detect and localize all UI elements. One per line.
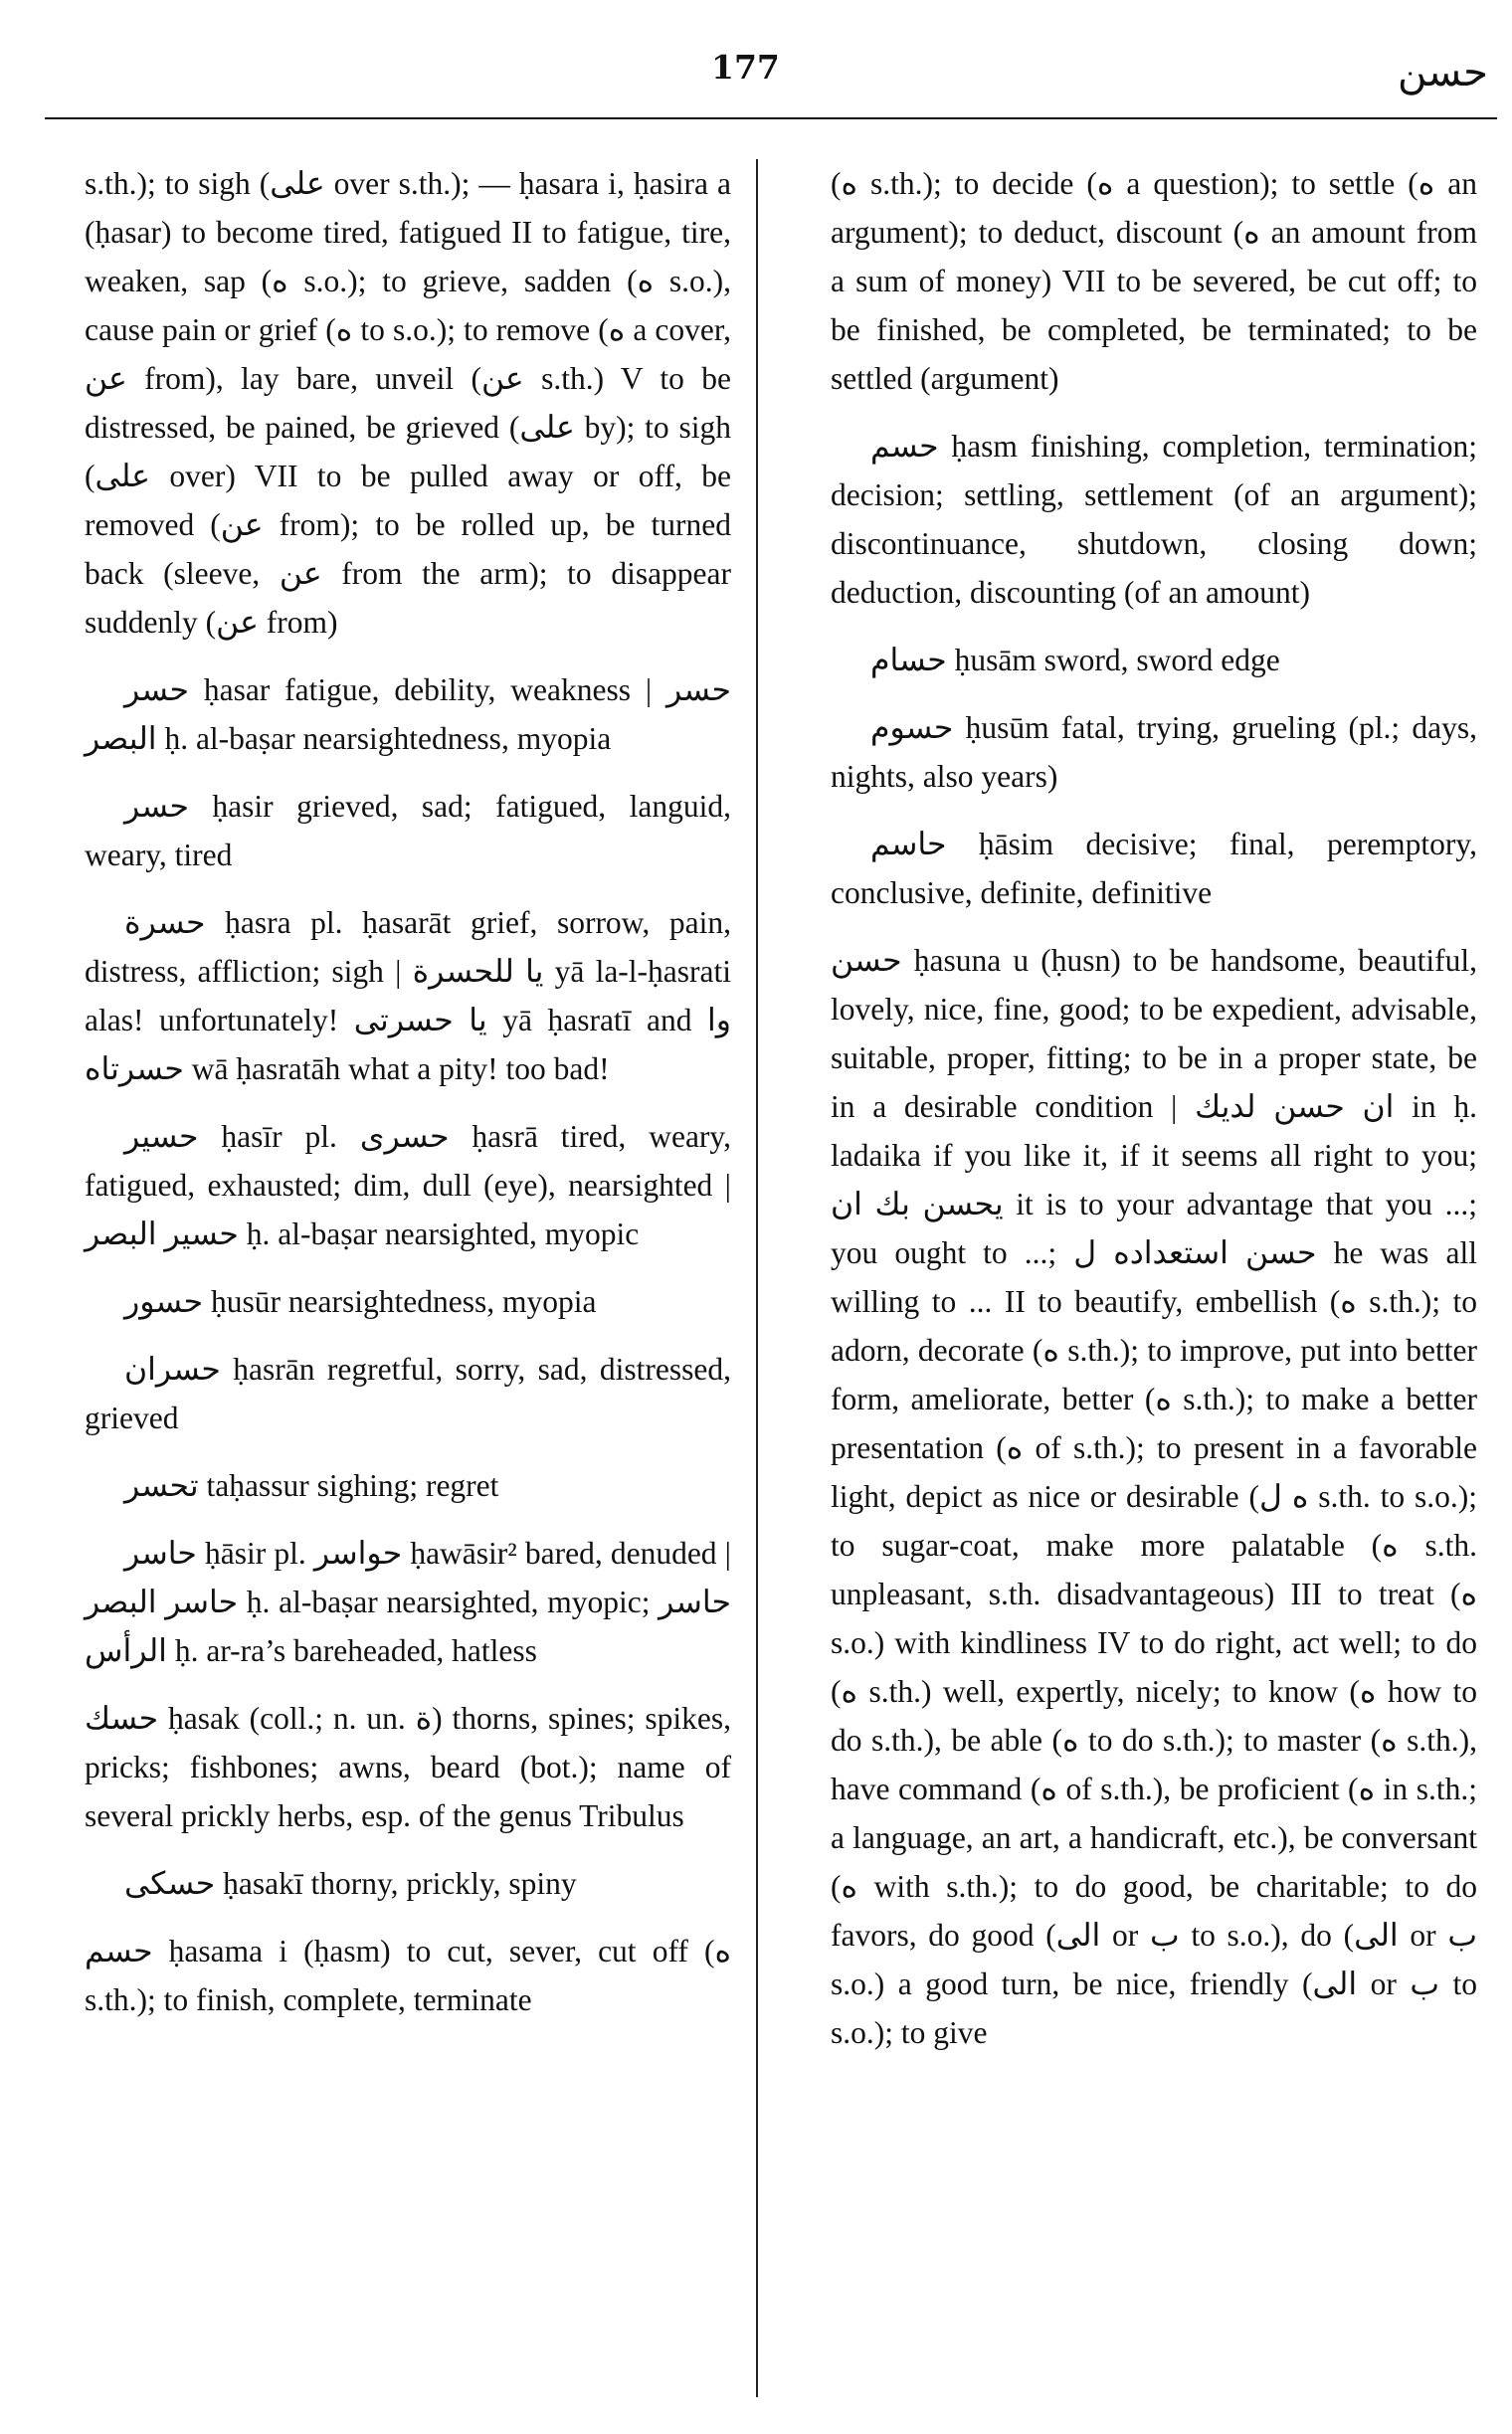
dictionary-entry: حسام ḥusām sword, sword edge bbox=[870, 643, 1280, 677]
dictionary-entry: حسران ḥasrān regretful, sorry, sad, distressed, grieved bbox=[85, 1352, 731, 1435]
dictionary-entry: حسر ḥasar fatigue, debility, weakness | حسر البصر ḥ. al-baṣar nearsightedness, myopia bbox=[85, 672, 731, 756]
page-number: 177 bbox=[711, 48, 780, 87]
column-divider bbox=[756, 159, 758, 2397]
dictionary-entry: حسن ḥasuna u (ḥusn) to be handsome, beautiful, lovely, nice, fine, good; to be expedient, advisable, suitable, proper, fitting; to be in a proper state, be in a desirable condition | ان حسن لديك in ḥ. ladaika if you like it, if it seems all right to you; يحسن بك ان it is to your advantage that you ...; you ought to ...; حسن استعداده ل he was all willing to ... II to beautify, embellish (ه s.th.); to adorn, decorate (ه s.th.); to improve, put into better form, ameliorate, better (ه s.th.); to make a better presentation (ه of s.th.); to present in a favorable light, depict as nice or desirable (ه ل s.th. to s.o.); to sugar-coat, make more palatable (ه s.th. unpleasant, s.th. disadvantageous) III to treat (ه s.o.) with kindliness IV to do right, act well; to do (ه s.th.) well, expertly, nicely; to know (ه how to do s.th.), be able (ه to do s.th.); to master (ه s.th.), have command (ه of s.th.), be proficient (ه in s.th.; a language, an art, a handicraft, etc.), be conversant (ه with s.th.); to do good, be charitable; to do favors, do good (الى or ب to s.o.), do (الى or ب s.o.) a good turn, be nice, friendly (الى or ب to s.o.); to give bbox=[831, 943, 1478, 2050]
dictionary-entry: حسرة ḥasra pl. ḥasarāt grief, sorrow, pain, distress, affliction; sigh | يا للحسرة yā la-l-ḥasrati alas! unfortunately! يا حسرتى yā ḥasratī and وا حسرتاه wā ḥasratāh what a pity! too bad! bbox=[85, 905, 731, 1086]
header-rule bbox=[45, 117, 1497, 119]
dictionary-entry: حاسم ḥāsim decisive; final, peremptory, conclusive, definite, definitive bbox=[831, 827, 1477, 910]
page-header bbox=[0, 0, 1512, 124]
dictionary-entry: حسك ḥasak (coll.; n. un. ة) thorns, spines; spikes, pricks; fishbones; awns, beard (bot.); name of several prickly herbs, esp. of the genus Tribulus bbox=[85, 1701, 731, 1833]
dictionary-entry: حسير ḥasīr pl. حسرى ḥasrā tired, weary, fatigued, exhausted; dim, dull (eye), nearsighted | حسير البصر ḥ. al-baṣar nearsighted, myopic bbox=[85, 1119, 731, 1251]
dictionary-entry: حسر ḥasir grieved, sad; fatigued, languid, weary, tired bbox=[85, 789, 731, 872]
dictionary-entry: حسم ḥasama i (ḥasm) to cut, sever, cut off (ه s.th.); to finish, complete, terminate bbox=[85, 1934, 731, 2017]
dictionary-entry: حسم ḥasm finishing, completion, termination; decision; settling, settlement (of an argument); discontinuance, shutdown, closing down; deduction, discounting (of an amount) bbox=[831, 429, 1477, 610]
running-head-arabic: حسن bbox=[1398, 50, 1488, 95]
dictionary-entry: s.th.); to sigh (على over s.th.); — ḥasara i, ḥasira a (ḥasar) to become tired, fatigued II to fatigue, tire, weaken, sap (ه s.o.); to grieve, sadden (ه s.o.), cause pain or grief (ه to s.o.); to remove (ه a cover, عن from), lay bare, unveil (عن s.th.) V to be distressed, be pained, be grieved (على by); to sigh (على over) VII to be pulled away or off, be removed (عن from); to be rolled up, be turned back (sleeve, عن from the arm); to disappear suddenly (عن from) bbox=[85, 166, 732, 640]
dictionary-entry: حسوم ḥusūm fatal, trying, grueling (pl.; days, nights, also years) bbox=[831, 710, 1477, 794]
dictionary-entry: (ه s.th.); to decide (ه a question); to settle (ه an argument); to deduct, discount (ه an amount from a sum of money) VII to be severed, be cut off; to be finished, be completed, be terminated; to be settled (argument) bbox=[831, 166, 1477, 396]
dictionary-entry: حسور ḥusūr nearsightedness, myopia bbox=[124, 1284, 597, 1319]
dictionary-entry: حسكى ḥasakī thorny, prickly, spiny bbox=[124, 1866, 577, 1901]
dictionary-entry: تحسر taḥassur sighing; regret bbox=[124, 1468, 499, 1503]
dictionary-entry: حاسر ḥāsir pl. حواسر ḥawāsir² bared, denuded | حاسر البصر ḥ. al-baṣar nearsighted, myopic; حاسر الرأس ḥ. ar-ra’s bareheaded, hatless bbox=[85, 1536, 731, 1668]
right-column bbox=[831, 159, 1477, 2076]
left-column bbox=[85, 159, 731, 2043]
